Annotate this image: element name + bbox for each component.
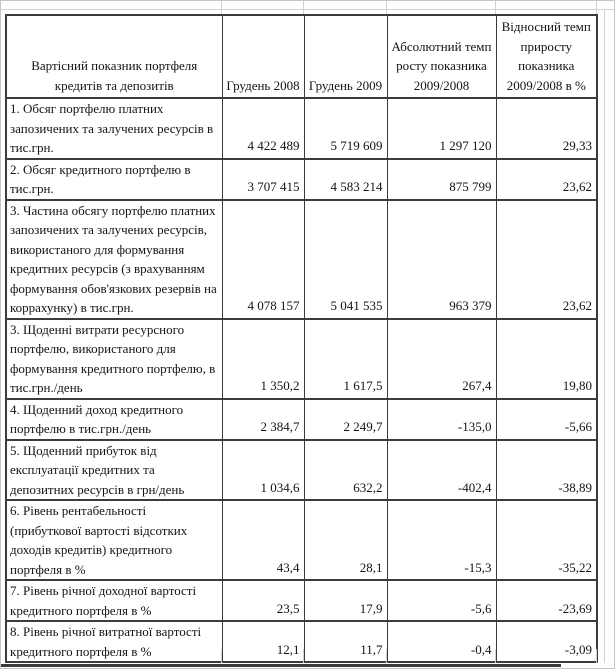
cell-dec2008: 3 707 415: [222, 159, 304, 200]
cell-indicator: 7. Рівень річної доходної вартості кредитного портфеля в %: [6, 580, 222, 621]
cell-rel-growth: 29,33: [496, 98, 597, 159]
background-gridline-vertical: [221, 1, 222, 14]
table-row: [6, 621, 597, 662]
cell-indicator: 2. Обсяг кредитного портфелю в тис.грн.: [6, 159, 222, 200]
background-gridline-vertical: [303, 649, 304, 663]
background-gridline-vertical: [386, 649, 387, 663]
cell-abs-growth: -15,3: [387, 500, 496, 580]
cell-abs-growth: 875 799: [387, 159, 496, 200]
col-header-abs-growth: Абсолютний темп росту показника 2009/2008: [387, 15, 496, 98]
cell-dec2008: 1 034,6: [222, 440, 304, 501]
table-row: [6, 98, 597, 159]
cell-dec2009: 11,7: [304, 621, 387, 662]
cell-dec2009: 5 719 609: [304, 98, 387, 159]
cell-abs-growth: 267,4: [387, 319, 496, 399]
table-row: [6, 580, 597, 621]
cell-dec2009: 5 041 535: [304, 200, 387, 319]
cell-rel-growth: 23,62: [496, 200, 597, 319]
background-gridline-vertical: [221, 649, 222, 663]
background-gridline-vertical: [303, 1, 304, 14]
background-gridline-horizontal: [1, 9, 614, 10]
cell-rel-growth: -38,89: [496, 440, 597, 501]
cell-dec2008: 2 384,7: [222, 399, 304, 440]
col-header-dec2008: Грудень 2008: [222, 15, 304, 98]
cell-rel-growth: 19,80: [496, 319, 597, 399]
cell-dec2009: 632,2: [304, 440, 387, 501]
cell-abs-growth: -0,4: [387, 621, 496, 662]
table-row: [6, 319, 597, 399]
bottom-rule: [1, 664, 561, 667]
table-row: [6, 200, 597, 319]
cell-rel-growth: 23,62: [496, 159, 597, 200]
table-row: [6, 500, 597, 580]
table-row: [6, 399, 597, 440]
cell-abs-growth: -5,6: [387, 580, 496, 621]
cell-abs-growth: -402,4: [387, 440, 496, 501]
cell-dec2008: 4 422 489: [222, 98, 304, 159]
cell-dec2008: 12,1: [222, 621, 304, 662]
cell-indicator: 6. Рівень рентабельності (прибуткової вартості відсотких доходів кредитів) кредитного портфеля в %: [6, 500, 222, 580]
col-header-dec2009: Грудень 2009: [304, 15, 387, 98]
cell-rel-growth: -3,09: [496, 621, 597, 662]
col-header-rel-growth: Відносний темп приросту показника 2009/2008 в %: [496, 15, 597, 98]
cell-dec2008: 43,4: [222, 500, 304, 580]
cell-abs-growth: -135,0: [387, 399, 496, 440]
background-gridline-vertical: [604, 9, 605, 663]
cell-rel-growth: -5,66: [496, 399, 597, 440]
header-row: [6, 15, 597, 98]
cell-dec2008: 4 078 157: [222, 200, 304, 319]
cell-indicator: 5. Щоденний прибуток від експлуатації кредитних та депозитних ресурсів в грн/день: [6, 440, 222, 501]
cell-dec2008: 1 350,2: [222, 319, 304, 399]
background-gridline-vertical: [386, 1, 387, 14]
cell-abs-growth: 963 379: [387, 200, 496, 319]
cell-indicator: 3. Щоденні витрати ресурсного портфелю, використаного для формування кредитного портфелю, в тис.грн./день: [6, 319, 222, 399]
cell-dec2009: 4 583 214: [304, 159, 387, 200]
cell-dec2009: 1 617,5: [304, 319, 387, 399]
table-row: [6, 159, 597, 200]
cell-rel-growth: -23,69: [496, 580, 597, 621]
cell-dec2009: 17,9: [304, 580, 387, 621]
background-gridline-vertical: [596, 649, 597, 663]
col-header-indicator: Вартісний показник портфеля кредитів та депозитів: [6, 15, 222, 98]
credit-portfolio-table: [5, 14, 598, 663]
cell-dec2008: 23,5: [222, 580, 304, 621]
cell-rel-growth: -35,22: [496, 500, 597, 580]
cell-dec2009: 2 249,7: [304, 399, 387, 440]
background-gridline-vertical: [596, 1, 597, 14]
cell-indicator: 3. Частина обсягу портфелю платних запозичених та залучених ресурсів, використаного для формування кредитних ресурсів (з врахуванням формування обов'язкових резервів на коррахунку) в тис.грн.: [6, 200, 222, 319]
cell-indicator: 8. Рівень річної витратної вартості кредитного портфеля в %: [6, 621, 222, 662]
cell-abs-growth: 1 297 120: [387, 98, 496, 159]
cell-indicator: 4. Щоденний доход кредитного портфелю в тис.грн./день: [6, 399, 222, 440]
background-gridline-vertical: [495, 649, 496, 663]
table-row: [6, 440, 597, 501]
background-gridline-vertical: [495, 1, 496, 14]
cell-indicator: 1. Обсяг портфелю платних запозичених та залучених ресурсів в тис.грн.: [6, 98, 222, 159]
cell-dec2009: 28,1: [304, 500, 387, 580]
